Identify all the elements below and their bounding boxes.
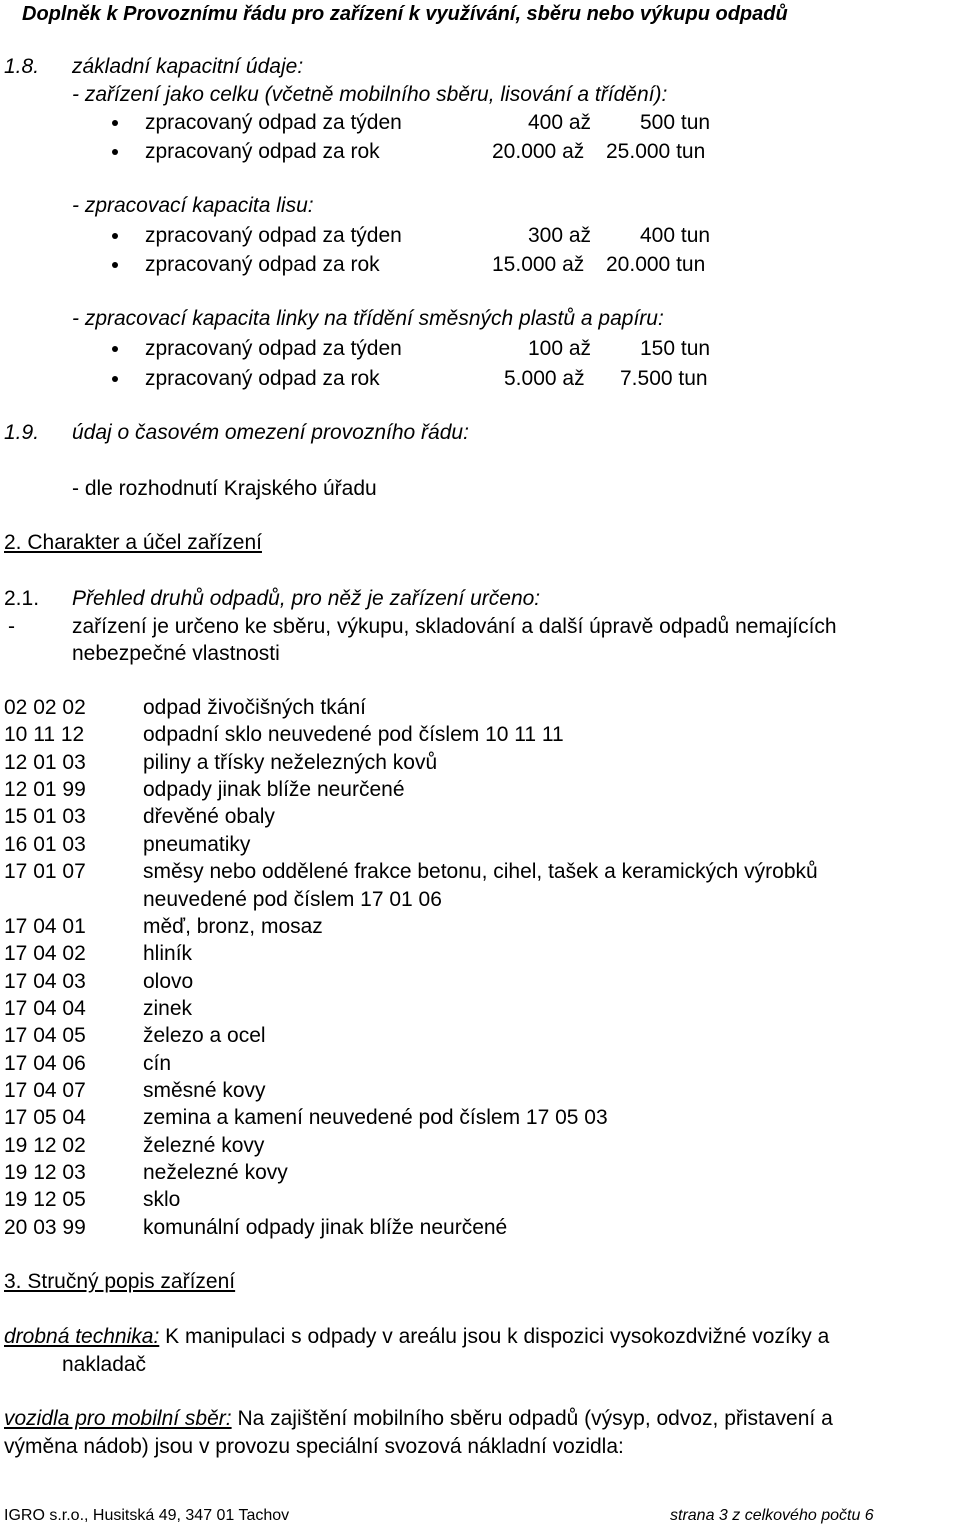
waste-name: železné kovy — [143, 1134, 265, 1157]
vehicles-label: vozidla pro mobilní sběr: — [4, 1407, 232, 1430]
vehicles-text: Na zajištění mobilního sběru odpadů (výsyp, odvoz, přistavení a — [231, 1407, 833, 1430]
waste-name: zinek — [143, 997, 193, 1020]
waste-code: 17 04 06 — [4, 1052, 86, 1075]
waste-code: 17 04 07 — [4, 1079, 86, 1102]
capacity-group-label: - zpracovací kapacita linky na třídění směsných plastů a papíru: — [72, 307, 664, 330]
waste-name-cont: neuvedené pod číslem 17 01 06 — [143, 888, 442, 911]
waste-name: neželezné kovy — [143, 1161, 288, 1184]
bullet-icon — [112, 262, 118, 268]
waste-code: 12 01 03 — [4, 751, 86, 774]
capacity-from: 300 až — [528, 224, 592, 247]
small-tech-label: drobná technika: — [4, 1325, 160, 1348]
capacity-item: zpracovaný odpad za rok — [145, 140, 380, 163]
waste-name: olovo — [143, 970, 194, 993]
section-3-heading: 3. Stručný popis zařízení — [4, 1270, 236, 1293]
waste-name: zemina a kamení neuvedené pod číslem 17 05 03 — [143, 1106, 608, 1129]
waste-code: 17 04 04 — [4, 997, 86, 1020]
waste-code: 17 01 07 — [4, 860, 86, 883]
waste-name: směsné kovy — [143, 1079, 266, 1102]
capacity-from: 15.000 až — [492, 253, 585, 276]
waste-name: železo a ocel — [143, 1024, 266, 1047]
capacity-item: zpracovaný odpad za rok — [145, 367, 380, 390]
small-tech-text: K manipulaci s odpady v areálu jsou k dispozici vysokozdvižné vozíky a — [159, 1325, 830, 1348]
capacity-from: 5.000 až — [504, 367, 585, 390]
waste-name: směsy nebo oddělené frakce betonu, cihel, tašek a keramických výrobků — [143, 860, 818, 883]
capacity-group-label: - zpracovací kapacita lisu: — [72, 194, 314, 217]
section-2-1-heading: Přehled druhů odpadů, pro něž je zařízení určeno: — [72, 587, 541, 610]
waste-name: dřevěné obaly — [143, 805, 275, 828]
capacity-item: zpracovaný odpad za týden — [145, 224, 402, 247]
waste-name: odpadní sklo neuvedené pod číslem 10 11 11 — [143, 723, 564, 746]
waste-name: komunální odpady jinak blíže neurčené — [143, 1216, 508, 1239]
waste-name: hliník — [143, 942, 193, 965]
section-1-9-text: - dle rozhodnutí Krajského úřadu — [72, 477, 377, 500]
waste-code: 17 05 04 — [4, 1106, 86, 1129]
section-1-9-heading: údaj o časovém omezení provozního řádu: — [72, 421, 469, 444]
waste-name: cín — [143, 1052, 172, 1075]
waste-code: 17 04 03 — [4, 970, 86, 993]
capacity-to: 7.500 tun — [620, 367, 708, 390]
capacity-to: 20.000 tun — [606, 253, 706, 276]
waste-code: 17 04 01 — [4, 915, 86, 938]
capacity-to: 150 tun — [640, 337, 711, 360]
small-tech-text-cont: nakladač — [62, 1353, 147, 1376]
waste-code: 17 04 02 — [4, 942, 86, 965]
capacity-item: zpracovaný odpad za rok — [145, 253, 380, 276]
waste-code: 19 12 05 — [4, 1188, 86, 1211]
waste-name: piliny a třísky neželezných kovů — [143, 751, 438, 774]
waste-name: sklo — [143, 1188, 181, 1211]
bullet-icon — [112, 346, 118, 352]
bullet-icon — [112, 120, 118, 126]
waste-code: 10 11 12 — [4, 723, 85, 746]
waste-code: 15 01 03 — [4, 805, 86, 828]
bullet-icon — [112, 233, 118, 239]
waste-code: 12 01 99 — [4, 778, 86, 801]
bullet-icon — [112, 376, 118, 382]
footer-page-number: strana 3 z celkového počtu 6 — [670, 1507, 874, 1524]
capacity-to: 500 tun — [640, 111, 711, 134]
waste-name: odpad živočišných tkání — [143, 696, 366, 719]
section-2-1-intro-cont: nebezpečné vlastnosti — [72, 642, 280, 665]
waste-name: měď, bronz, mosaz — [143, 915, 323, 938]
waste-name: odpady jinak blíže neurčené — [143, 778, 405, 801]
small-tech-paragraph — [4, 1326, 829, 1347]
footer-left: IGRO s.r.o., Husitská 49, 347 01 Tachov — [4, 1507, 290, 1524]
section-1-9-number: 1.9. — [4, 421, 40, 444]
section-2-1-intro: zařízení je určeno ke sběru, výkupu, skladování a další úpravě odpadů nemajících — [72, 615, 837, 638]
section-2-1-number: 2.1. — [4, 587, 40, 610]
waste-code: 16 01 03 — [4, 833, 86, 856]
waste-code: 02 02 02 — [4, 696, 86, 719]
capacity-from: 100 až — [528, 337, 592, 360]
section-1-8-heading: základní kapacitní údaje: — [72, 55, 304, 78]
waste-code: 17 04 05 — [4, 1024, 86, 1047]
capacity-from: 20.000 až — [492, 140, 585, 163]
waste-code: 19 12 02 — [4, 1134, 86, 1157]
waste-code: 19 12 03 — [4, 1161, 86, 1184]
vehicles-text-cont: výměna nádob) jsou v provozu speciální svozová nákladní vozidla: — [4, 1435, 624, 1458]
bullet-icon — [112, 149, 118, 155]
dash-marker: - — [8, 615, 15, 638]
section-1-8-number: 1.8. — [4, 55, 40, 78]
page-header-title: Doplněk k Provoznímu řádu pro zařízení k využívání, sběru nebo výkupu odpadů — [22, 3, 788, 25]
capacity-from: 400 až — [528, 111, 592, 134]
vehicles-paragraph — [4, 1408, 833, 1429]
section-2-heading: 2. Charakter a účel zařízení — [4, 531, 262, 554]
capacity-item: zpracovaný odpad za týden — [145, 111, 402, 134]
capacity-group-label: - zařízení jako celku (včetně mobilního sběru, lisování a třídění): — [72, 83, 668, 106]
capacity-to: 400 tun — [640, 224, 711, 247]
capacity-to: 25.000 tun — [606, 140, 706, 163]
waste-name: pneumatiky — [143, 833, 251, 856]
waste-code: 20 03 99 — [4, 1216, 86, 1239]
capacity-item: zpracovaný odpad za týden — [145, 337, 402, 360]
